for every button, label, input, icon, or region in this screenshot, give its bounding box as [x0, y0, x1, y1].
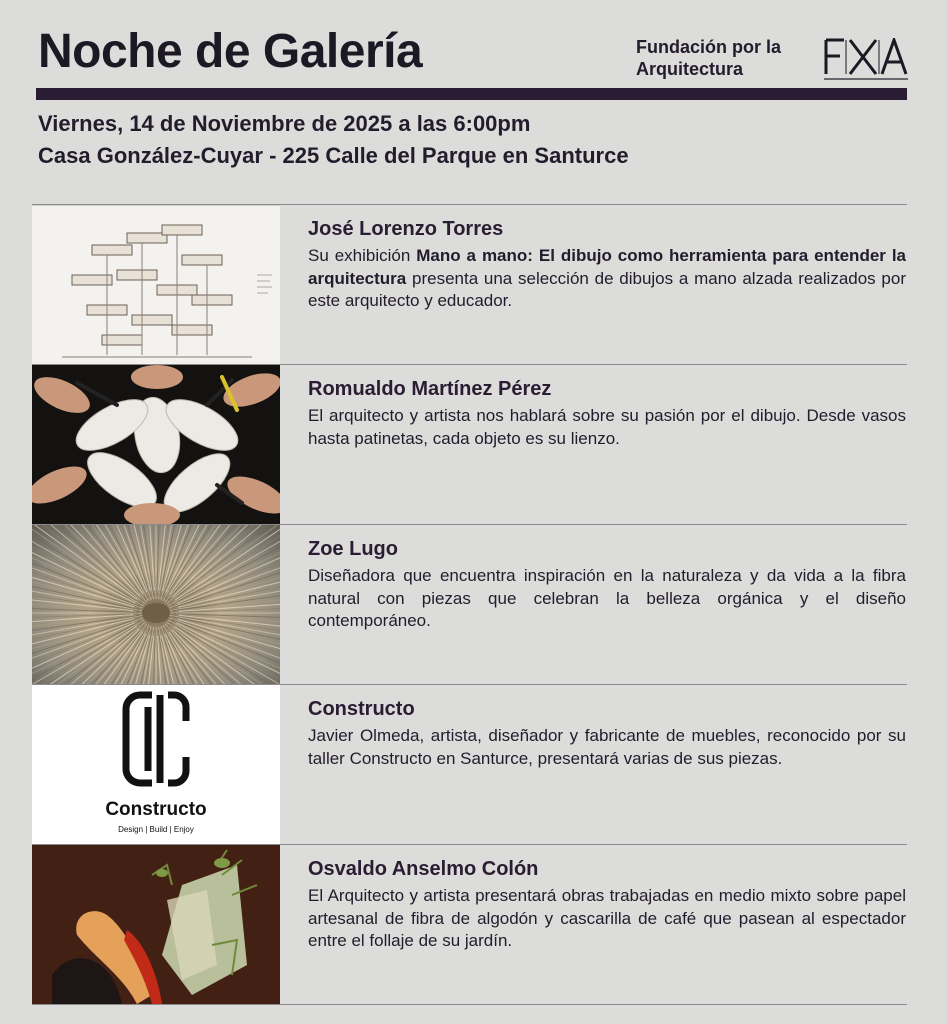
architectural-sketch-image [32, 205, 280, 364]
description-text: Su exhibición [308, 246, 417, 265]
exhibition-title: Mano a mano: El dibujo como herramienta para entender la arquitectura [308, 246, 906, 288]
exhibitor-description: Javier Olmeda, artista, diseñador y fabricante de muebles, reconocido por su taller Constructo en Santurce, presentará varias de sus piezas. [308, 726, 906, 768]
exhibitor-description: Diseñadora que encuentra inspiración en la naturaleza y da vida a la fibra natural con piezas que celebran la belleza orgánica y el diseño contemporáneo. [308, 566, 906, 630]
exhibitor-row [32, 524, 907, 684]
event-venue: Casa González-Cuyar - 225 Calle del Parque en Santurce [38, 143, 629, 168]
hands-drawing-image [32, 365, 280, 524]
title-rule [36, 88, 907, 100]
exhibitor-description [308, 245, 906, 313]
page-title: Noche de Galería [38, 25, 423, 78]
exhibitor-name: Osvaldo Anselmo Colón [308, 858, 539, 880]
exhibitor-row [32, 844, 907, 1005]
mixed-media-image [32, 845, 280, 1004]
exhibitor-description: El Arquitecto y artista presentará obras trabajadas en medio mixto sobre papel artesanal de fibra de algodón y cascarilla de café que pasean al espectador entre el follaje de su jardín. [308, 886, 906, 950]
constructo-logo-image [32, 685, 280, 844]
event-info [38, 108, 629, 172]
exhibitor-name: Zoe Lugo [308, 538, 398, 560]
exhibitor-name: Romualdo Martínez Pérez [308, 378, 552, 400]
natural-fiber-image [32, 525, 280, 684]
exhibitor-row [32, 204, 907, 364]
exhibitor-description: El arquitecto y artista nos hablará sobre su pasión por el dibujo. Desde vasos hasta patinetas, cada objeto es su lienzo. [308, 406, 906, 448]
event-date: Viernes, 14 de Noviembre de 2025 a las 6:00pm [38, 111, 531, 136]
exhibitor-list [32, 204, 907, 1005]
constructo-logo-tagline: Design | Build | Enjoy [118, 825, 194, 834]
exhibitor-row [32, 364, 907, 524]
exhibitor-name: Constructo [308, 698, 415, 720]
constructo-logo-word: Constructo [105, 799, 207, 820]
organization-name: Fundación por la Arquitectura [636, 37, 782, 79]
exhibitor-name: José Lorenzo Torres [308, 218, 504, 240]
fxa-logo-icon [824, 38, 908, 84]
exhibitor-row [32, 684, 907, 844]
description-text: presenta una selección de dibujos a mano alzada realizados por este arquitecto y educador. [308, 268, 906, 310]
